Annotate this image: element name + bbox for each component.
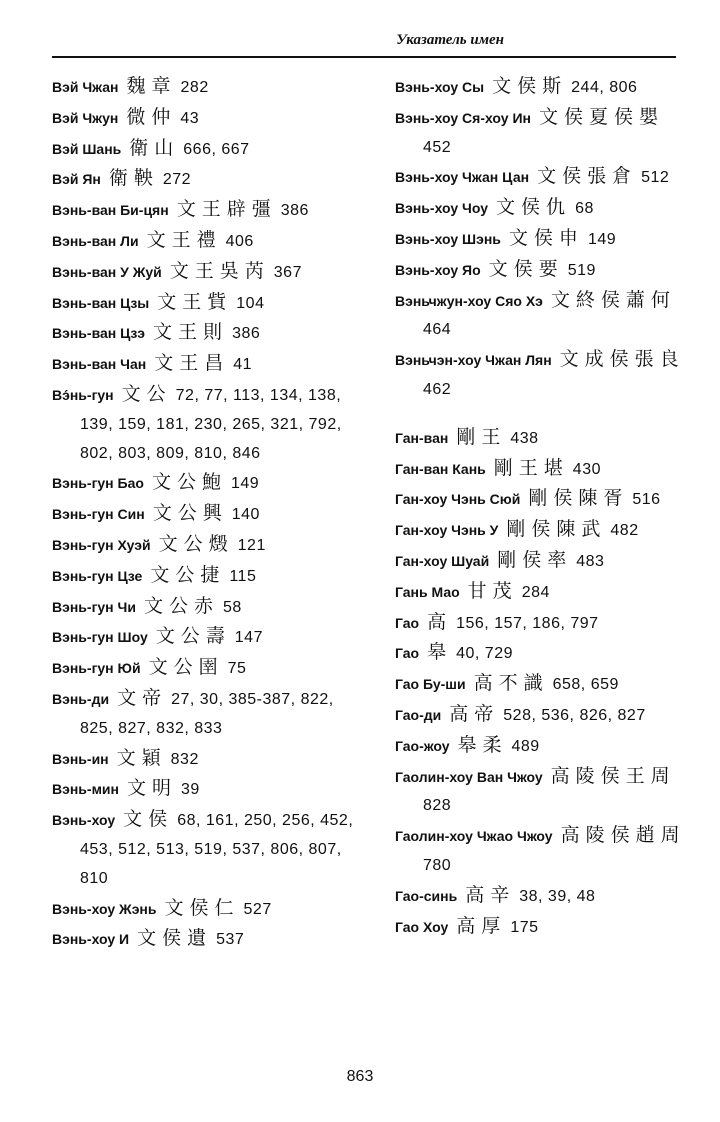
entry-hanzi: 剛王 bbox=[456, 425, 507, 448]
entry-name: Вэнь-хоу bbox=[52, 812, 116, 829]
entry-hanzi: 文明 bbox=[127, 777, 178, 800]
entry-hanzi: 剛侯率 bbox=[497, 548, 573, 571]
index-entry bbox=[52, 349, 370, 380]
entry-pages: 272 bbox=[162, 171, 192, 189]
entry-pages: 438 bbox=[510, 429, 539, 447]
entry-name: Вэй Чжан bbox=[52, 79, 119, 95]
entry-name: Ган-ван Кань bbox=[395, 460, 486, 477]
entry-hanzi: 文終侯蕭何 bbox=[550, 288, 676, 311]
entry-pages: 430 bbox=[572, 460, 601, 478]
entry-pages: 121 bbox=[237, 536, 266, 554]
entry-pages: 528, 536, 826, 827 bbox=[503, 706, 646, 724]
entry-name: Ган-хоу Чэнь Сюй bbox=[395, 491, 521, 508]
entry-name: Вэнь-ван Цзэ bbox=[52, 325, 146, 342]
entry-pages: 828 bbox=[423, 797, 452, 815]
entry-pages: 527 bbox=[243, 900, 272, 918]
entry-hanzi: 剛侯陳武 bbox=[506, 518, 607, 541]
index-entry bbox=[52, 561, 370, 592]
entry-hanzi: 衛山 bbox=[129, 136, 180, 159]
entry-pages: 483 bbox=[576, 552, 605, 570]
entry-pages: 72, 77, 113, 134, 138, 139, 159, 181, 230, 265, 321, 792, 802, 803, 809, 810, 846 bbox=[80, 386, 342, 462]
entry-hanzi: 剛侯陳胥 bbox=[528, 487, 629, 510]
entry-pages: 39 bbox=[181, 781, 200, 799]
entry-name: Вэнь-ди bbox=[52, 690, 110, 707]
entry-pages: 104 bbox=[236, 294, 265, 312]
entry-name: Гаолин-хоу Ван Чжоу bbox=[395, 768, 543, 785]
entry-hanzi: 文侯夏侯嬰 bbox=[539, 105, 665, 128]
index-entry bbox=[395, 700, 695, 731]
entry-name: Гань Мао bbox=[395, 583, 460, 600]
entry-hanzi: 高帝 bbox=[449, 702, 500, 725]
entry-pages: 68 bbox=[575, 200, 594, 218]
index-entry bbox=[395, 423, 695, 454]
entry-hanzi: 文侯仁 bbox=[164, 896, 240, 919]
entry-hanzi: 文公圉 bbox=[148, 656, 224, 679]
index-entry bbox=[395, 345, 695, 405]
index-entry bbox=[395, 515, 695, 546]
entry-name: Вэнь-гун Юй bbox=[52, 660, 141, 677]
entry-name: Вэнь-гун Чи bbox=[52, 598, 136, 615]
entry-hanzi: 文王辟彊 bbox=[176, 198, 277, 221]
index-entry bbox=[52, 226, 370, 257]
entry-name: Вэнь-хоу Сы bbox=[395, 79, 485, 95]
entry-name: Ган-хоу Шуай bbox=[395, 552, 490, 569]
entry-hanzi: 文侯要 bbox=[488, 257, 564, 280]
entry-hanzi: 文侯遺 bbox=[137, 927, 213, 950]
entry-pages: 149 bbox=[230, 475, 260, 493]
entry-pages: 75 bbox=[227, 660, 247, 678]
entry-pages: 282 bbox=[180, 79, 209, 96]
index-entry bbox=[395, 731, 695, 762]
index-entry bbox=[395, 608, 695, 639]
index-entry bbox=[52, 592, 370, 623]
entry-hanzi: 衛鞅 bbox=[108, 167, 159, 190]
entry-pages: 406 bbox=[225, 232, 254, 250]
index-entry bbox=[52, 805, 370, 893]
entry-pages: 386 bbox=[232, 325, 261, 343]
entry-hanzi: 高辛 bbox=[465, 883, 516, 906]
entry-name: Гаолин-хоу Чжао Чжоу bbox=[395, 828, 553, 845]
entry-pages: 519 bbox=[567, 261, 596, 279]
entry-pages: 147 bbox=[234, 629, 263, 647]
header-title: Указатель имен bbox=[396, 32, 504, 48]
index-entry bbox=[395, 821, 695, 881]
entry-hanzi: 文公燬 bbox=[158, 532, 234, 555]
entry-pages: 452 bbox=[423, 138, 452, 156]
entry-pages: 516 bbox=[632, 491, 661, 509]
index-entry bbox=[395, 103, 695, 163]
index-entry bbox=[52, 103, 370, 134]
entry-hanzi: 文成侯張良 bbox=[559, 348, 685, 371]
entry-name: Вэй Чжун bbox=[52, 109, 119, 126]
entry-name: Гао-ди bbox=[395, 706, 442, 723]
entry-name: Вэнь-гун Шоу bbox=[52, 629, 148, 646]
index-entry bbox=[395, 255, 695, 286]
entry-name: Вэнь-хоу Жэнь bbox=[52, 900, 157, 917]
entry-hanzi: 文侯張倉 bbox=[537, 165, 638, 188]
entry-hanzi: 文帝 bbox=[117, 686, 168, 709]
entry-pages: 156, 157, 186, 797 bbox=[456, 614, 599, 632]
running-header bbox=[52, 28, 676, 58]
entry-name: Ган-ван bbox=[395, 429, 449, 446]
entry-name: Вэнь-ван Ли bbox=[52, 232, 139, 249]
entry-name: Вэнь-ин bbox=[52, 750, 109, 767]
index-entry bbox=[52, 774, 370, 805]
entry-name: Гао-синь bbox=[395, 887, 458, 904]
entry-name: Вэнь-хоу И bbox=[52, 931, 130, 948]
index-entry bbox=[395, 546, 695, 577]
entry-hanzi: 文王貲 bbox=[157, 290, 233, 313]
entry-name: Гао bbox=[395, 614, 420, 631]
entry-hanzi: 文公捷 bbox=[150, 563, 226, 586]
entry-hanzi: 文公壽 bbox=[155, 625, 231, 648]
entry-hanzi: 文公興 bbox=[152, 502, 228, 525]
entry-pages: 40, 729 bbox=[456, 645, 513, 663]
index-entry bbox=[395, 454, 695, 485]
index-entry bbox=[52, 684, 370, 744]
entry-name: Вэнь-хоу Шэнь bbox=[395, 230, 501, 247]
entry-hanzi: 文公 bbox=[121, 382, 172, 405]
entry-hanzi: 文公赤 bbox=[143, 594, 219, 617]
entry-name: Вэнь-ван Чан bbox=[52, 356, 147, 373]
entry-hanzi: 文王禮 bbox=[146, 228, 222, 251]
entry-name: Вэнь-гун Хуэй bbox=[52, 536, 151, 553]
entry-hanzi: 高厚 bbox=[456, 914, 507, 937]
entry-hanzi: 文侯 bbox=[123, 808, 174, 831]
index-entry bbox=[52, 744, 370, 775]
index-column-right bbox=[395, 72, 695, 942]
entry-pages: 780 bbox=[423, 856, 452, 874]
section-gap bbox=[395, 405, 695, 423]
entry-hanzi: 高陵侯王周 bbox=[550, 764, 676, 787]
entry-hanzi: 高 bbox=[427, 610, 453, 633]
index-entry bbox=[395, 912, 695, 943]
entry-pages: 462 bbox=[423, 380, 452, 398]
entry-pages: 38, 39, 48 bbox=[519, 887, 596, 905]
index-entry bbox=[395, 881, 695, 912]
entry-name: Гао-жоу bbox=[395, 737, 450, 754]
index-entry bbox=[52, 530, 370, 561]
index-entry bbox=[52, 894, 370, 925]
index-entry bbox=[395, 577, 695, 608]
entry-hanzi: 魏章 bbox=[126, 75, 177, 97]
index-entry bbox=[395, 762, 695, 822]
entry-hanzi: 皋 bbox=[427, 641, 453, 664]
index-entry bbox=[395, 162, 695, 193]
index-entry bbox=[395, 669, 695, 700]
entry-name: Вэнь-хоу Яо bbox=[395, 261, 481, 278]
entry-name: Вэньчжун-хоу Сяо Хэ bbox=[395, 292, 543, 309]
entry-name: Вэнь-гун Бао bbox=[52, 475, 144, 492]
index-entry bbox=[52, 924, 370, 955]
index-entry bbox=[52, 195, 370, 226]
index-entry bbox=[395, 193, 695, 224]
page-number: 863 bbox=[346, 1068, 374, 1085]
index-entry bbox=[395, 638, 695, 669]
entry-name: Вэнь-хоу Чжан Цан bbox=[395, 169, 530, 186]
entry-hanzi: 文穎 bbox=[116, 746, 167, 769]
index-entry bbox=[52, 468, 370, 499]
entry-pages: 386 bbox=[280, 202, 309, 220]
entry-name: Вэнь-ван Би-цян bbox=[52, 202, 169, 219]
entry-pages: 666, 667 bbox=[183, 140, 250, 158]
entry-pages: 140 bbox=[231, 506, 260, 524]
entry-pages: 537 bbox=[216, 931, 245, 949]
entry-name: Ган-хоу Чэнь У bbox=[395, 522, 499, 539]
entry-hanzi: 高陵侯趙周 bbox=[560, 824, 686, 847]
entry-name: Вэньчэн-хоу Чжан Лян bbox=[395, 352, 552, 369]
entry-pages: 244, 806 bbox=[571, 79, 638, 96]
index-entry bbox=[395, 72, 695, 103]
entry-name: Вэ́нь-гун bbox=[52, 386, 114, 403]
entry-name: Вэнь-мин bbox=[52, 781, 119, 798]
entry-pages: 115 bbox=[229, 567, 257, 585]
entry-hanzi: 文王吳芮 bbox=[169, 259, 270, 282]
entry-hanzi: 文王則 bbox=[153, 321, 229, 344]
index-entry bbox=[395, 224, 695, 255]
entry-name: Вэнь-гун Цзе bbox=[52, 567, 143, 584]
entry-hanzi: 甘茂 bbox=[467, 579, 518, 602]
index-column-left bbox=[52, 72, 370, 955]
entry-name: Вэй Ян bbox=[52, 171, 101, 188]
index-entry bbox=[52, 288, 370, 319]
entry-hanzi: 文侯申 bbox=[508, 226, 584, 249]
entry-name: Вэнь-гун Син bbox=[52, 506, 145, 523]
entry-pages: 41 bbox=[233, 356, 253, 374]
index-entry bbox=[52, 72, 370, 103]
index-entry bbox=[52, 164, 370, 195]
entry-name: Гао Бу-ши bbox=[395, 676, 466, 693]
entry-pages: 149 bbox=[587, 230, 617, 248]
entry-pages: 489 bbox=[511, 737, 540, 755]
entry-name: Гао Хоу bbox=[395, 918, 449, 935]
entry-hanzi: 文侯斯 bbox=[492, 75, 568, 97]
index-entry bbox=[52, 380, 370, 468]
entry-hanzi: 文王昌 bbox=[154, 352, 230, 375]
entry-name: Вэнь-ван Цзы bbox=[52, 294, 150, 311]
index-entry bbox=[52, 499, 370, 530]
entry-pages: 68, 161, 250, 256, 452, 453, 512, 513, 519, 537, 806, 807, 810 bbox=[80, 812, 354, 887]
entry-hanzi: 皋柔 bbox=[457, 733, 508, 756]
index-entry bbox=[52, 653, 370, 684]
entry-pages: 367 bbox=[273, 263, 302, 281]
entry-pages: 43 bbox=[180, 109, 200, 127]
entry-pages: 27, 30, 385-387, 822, 825, 827, 832, 833 bbox=[80, 690, 334, 737]
entry-name: Вэнь-хоу Чоу bbox=[395, 200, 489, 217]
entry-pages: 175 bbox=[510, 918, 539, 936]
entry-hanzi: 剛王堪 bbox=[493, 456, 569, 479]
entry-hanzi: 微仲 bbox=[126, 105, 177, 128]
entry-pages: 832 bbox=[170, 750, 199, 768]
index-entry bbox=[52, 318, 370, 349]
entry-pages: 464 bbox=[423, 321, 452, 339]
entry-hanzi: 文公鮑 bbox=[151, 471, 227, 494]
entry-hanzi: 高不識 bbox=[473, 672, 549, 695]
index-entry bbox=[52, 134, 370, 165]
index-entry bbox=[395, 484, 695, 515]
entry-pages: 658, 659 bbox=[552, 676, 619, 694]
entry-pages: 512 bbox=[641, 169, 670, 187]
entry-pages: 58 bbox=[223, 598, 242, 616]
entry-name: Вэнь-хоу Ся-хоу Ин bbox=[395, 109, 531, 126]
entry-hanzi: 文侯仇 bbox=[496, 196, 572, 219]
index-entry bbox=[395, 286, 695, 346]
entry-pages: 482 bbox=[610, 522, 639, 540]
index-entry bbox=[52, 257, 370, 288]
entry-name: Гао bbox=[395, 645, 420, 662]
entry-name: Вэй Шань bbox=[52, 140, 122, 157]
entry-pages: 284 bbox=[521, 583, 550, 601]
entry-name: Вэнь-ван У Жуй bbox=[52, 263, 162, 280]
index-entry bbox=[52, 622, 370, 653]
